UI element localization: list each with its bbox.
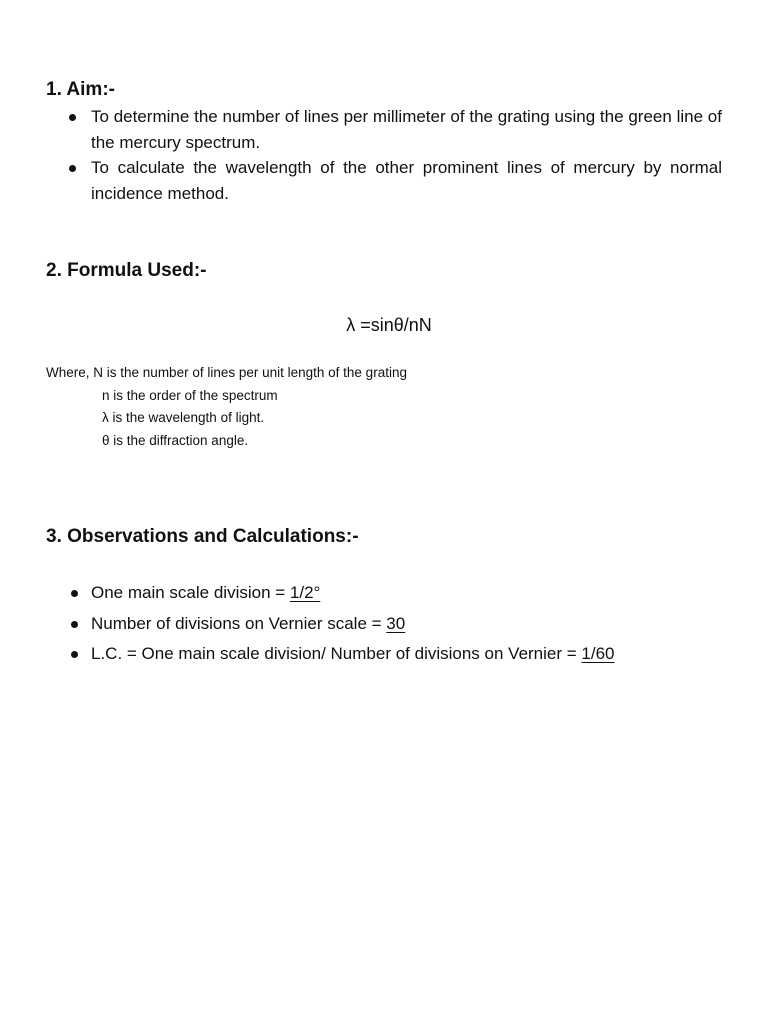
observations-list bbox=[46, 580, 722, 672]
observation-item bbox=[46, 641, 722, 667]
bullet-icon bbox=[71, 621, 78, 628]
definition-line: n is the order of the spectrum bbox=[102, 387, 278, 403]
definition-line: λ is the wavelength of light. bbox=[102, 410, 265, 425]
aim-item bbox=[46, 155, 722, 206]
observation-label: One main scale division = bbox=[91, 583, 290, 602]
formula-equation: λ =sinθ/nN bbox=[346, 315, 432, 335]
where-prefix: Where, bbox=[46, 365, 90, 380]
definition-text: N is the number of lines per unit length of the grating bbox=[93, 365, 407, 380]
formula-definitions bbox=[46, 362, 407, 452]
definition-line bbox=[46, 362, 407, 385]
observation-value: 1/60 bbox=[581, 644, 615, 663]
aim-list bbox=[46, 104, 722, 206]
definition-line: θ is the diffraction angle. bbox=[102, 432, 249, 448]
observation-label: Number of divisions on Vernier scale = bbox=[91, 613, 387, 633]
formula-heading: 2. Formula Used:- bbox=[46, 260, 207, 281]
observations-heading: 3. Observations and Calculations:- bbox=[46, 526, 359, 547]
observation-item bbox=[46, 580, 722, 606]
bullet-icon bbox=[71, 651, 78, 658]
observation-value: 30 bbox=[386, 613, 406, 633]
bullet-icon bbox=[69, 114, 76, 121]
observation-item bbox=[46, 611, 722, 637]
aim-item bbox=[46, 104, 722, 155]
bullet-icon bbox=[69, 165, 76, 172]
observation-value: 1/2° bbox=[289, 583, 321, 602]
aim-item-text: To calculate the wavelength of the other prominent lines of mercury by normal incidence method. bbox=[91, 158, 722, 203]
observation-label: L.C. = One main scale division/ Number of divisions on Vernier = bbox=[91, 644, 582, 663]
aim-heading: 1. Aim:- bbox=[46, 79, 115, 100]
bullet-icon bbox=[71, 590, 78, 597]
aim-item-text: To determine the number of lines per millimeter of the grating using the green line of the mercury spectrum. bbox=[91, 107, 722, 152]
